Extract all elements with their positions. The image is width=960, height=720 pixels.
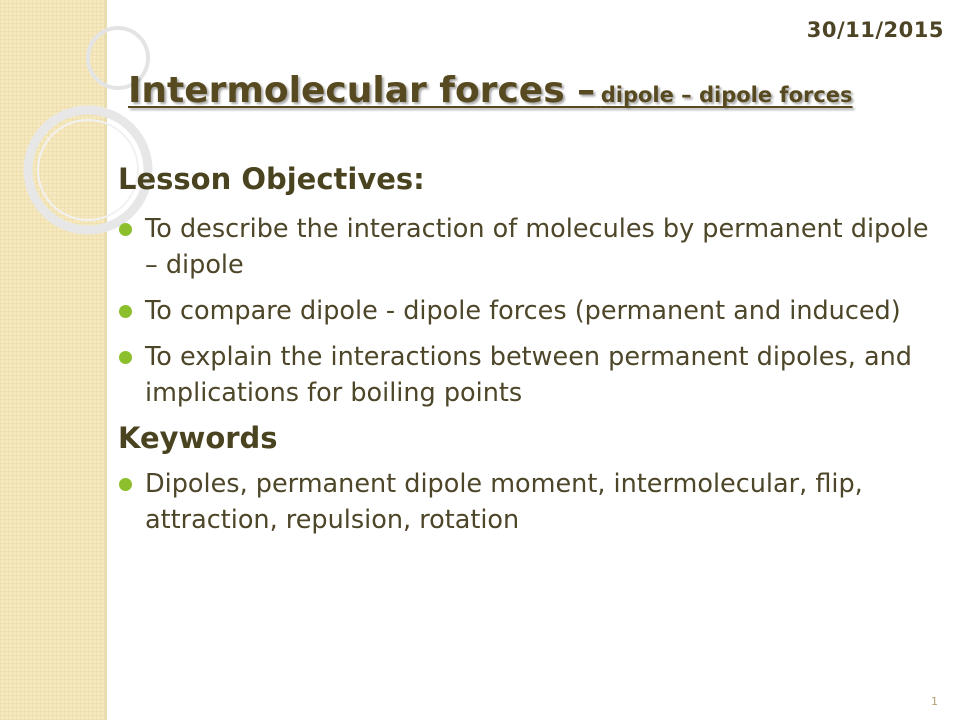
objective-item: [118, 293, 938, 329]
bullet-icon: [119, 305, 132, 318]
keyword-item: [118, 466, 938, 538]
slide-title: [128, 70, 853, 111]
slide-content: [118, 162, 938, 548]
bullet-icon: [119, 478, 132, 491]
keywords-heading: Keywords: [118, 420, 278, 455]
objectives-list: [118, 211, 938, 411]
keyword-text: Dipoles, permanent dipole moment, intermolecular, flip, attraction, repulsion, rotation: [145, 468, 863, 535]
bullet-icon: [119, 351, 132, 364]
objective-text: To describe the interaction of molecules by permanent dipole – dipole: [145, 213, 929, 280]
slide-title-sub: dipole – dipole forces: [600, 83, 853, 107]
objective-item: [118, 339, 938, 411]
keywords-list: [118, 466, 938, 538]
objective-item: [118, 211, 938, 283]
objectives-heading: Lesson Objectives:: [118, 162, 425, 196]
objective-text: To compare dipole - dipole forces (permanent and induced): [145, 295, 901, 326]
page-number: 1: [931, 695, 938, 708]
slide-title-main: Intermolecular forces –: [128, 70, 596, 111]
slide-date: 30/11/2015: [806, 18, 944, 42]
objective-text: To explain the interactions between permanent dipoles, and implications for boiling points: [145, 341, 912, 408]
bullet-icon: [119, 223, 132, 236]
